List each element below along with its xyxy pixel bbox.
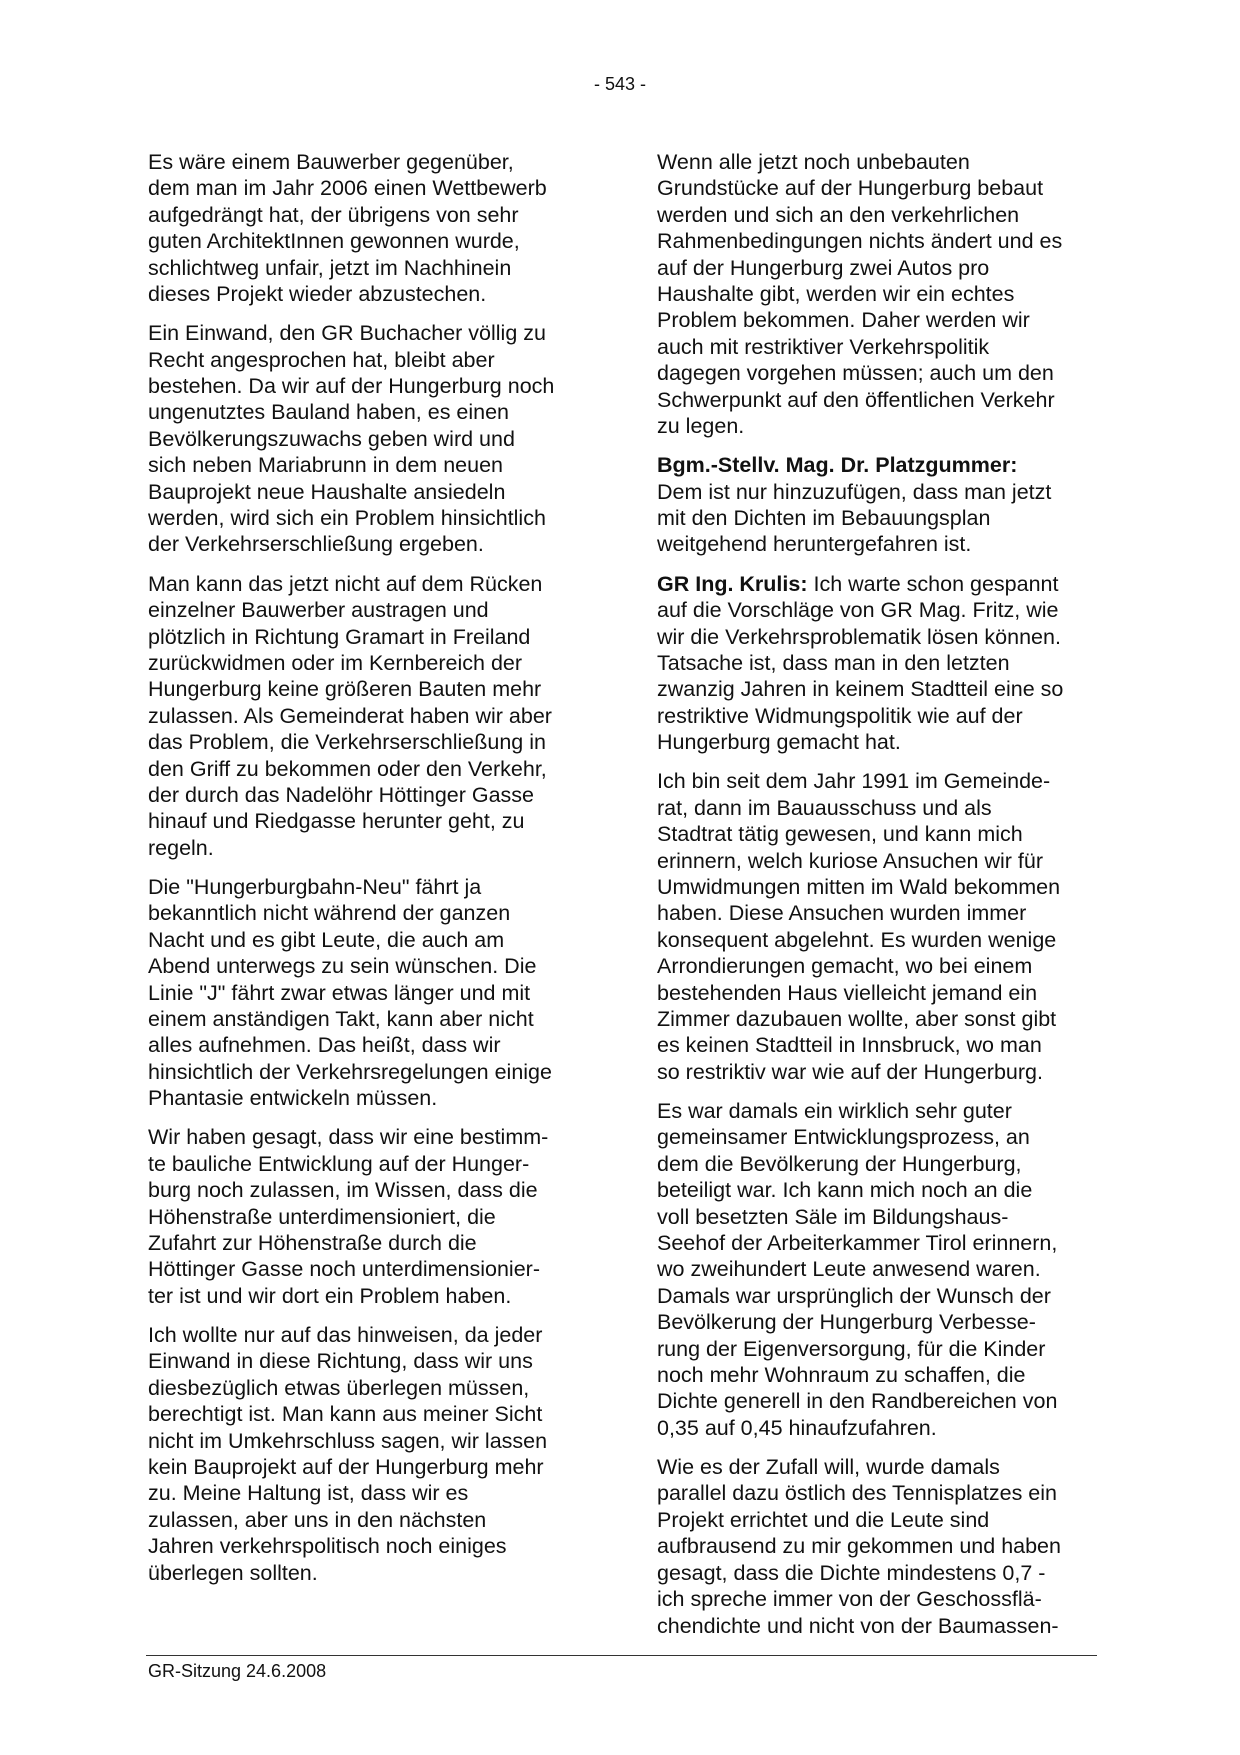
text-line: überlegen sollten. [148,1560,318,1585]
text-line: Es wäre einem Bauwerber gegenüber, [148,150,514,174]
text-line: der Verkehrserschließung ergeben. [148,532,484,557]
speaker-paragraph [657,571,1102,756]
text-line: guten ArchitektInnen gewonnen wurde, [148,229,520,254]
text-line: Zimmer dazubauen wollte, aber sonst gibt [657,1006,1057,1031]
text-line: Wenn alle jetzt noch unbebauten [657,150,970,174]
text-line: Linie "J" fährt zwar etwas länger und mit [148,980,531,1005]
text-line: wo zweihundert Leute anwesend waren. [657,1257,1041,1282]
text-line: mit den Dichten im Bebauungsplan [657,506,991,531]
paragraph [657,149,1102,439]
text-line: einzelner Bauwerber austragen und [148,598,489,623]
speaker-text [657,479,1102,558]
speaker-name: Bgm.-Stellv. Mag. Dr. Platzgummer: [657,453,1018,478]
text-line: Bevölkerung der Hungerburg Verbesse- [657,1310,1036,1335]
text-line: gesagt, dass die Dichte mindestens 0,7 - [657,1560,1046,1585]
text-line: Umwidmungen mitten im Wald bekommen [657,874,1061,899]
text-line: haben. Diese Ansuchen wurden immer [657,901,1027,926]
text-line: Ich bin seit dem Jahr 1991 im Gemeinde- [657,769,1051,794]
text-line: aufbrausend zu mir gekommen und haben [657,1534,1061,1559]
text-line: Tatsache ist, dass man in den letzten [657,650,1010,675]
text-line: hinauf und Riedgasse herunter geht, zu [148,809,525,834]
text-line: restriktive Widmungspolitik wie auf der [657,703,1023,728]
right-column [657,149,1102,1652]
text-line: Höhenstraße unterdimensioniert, die [148,1204,496,1229]
paragraph [148,874,593,1112]
text-line: Wir haben gesagt, dass wir eine bestimm- [148,1125,549,1150]
text-line: Abend unterwegs zu sein wünschen. Die [148,954,537,979]
text-line: so restriktiv war wie auf der Hungerburg. [657,1059,1043,1084]
text-line: wir die Verkehrsproblematik lösen können. [657,624,1061,649]
text-line: bestehenden Haus vielleicht jemand ein [657,980,1038,1005]
text-line: zu legen. [657,414,745,439]
text-line: kein Bauprojekt auf der Hungerburg mehr [148,1455,544,1480]
text-line: ich spreche immer von der Geschossflä- [657,1587,1042,1612]
text-line: Schwerpunkt auf den öffentlichen Verkehr [657,387,1055,412]
text-line: Haushalte gibt, werden wir ein echtes [657,282,1015,307]
paragraph [148,149,593,307]
text-line: konsequent abgelehnt. Es wurden wenige [657,927,1057,952]
text-line: gemeinsamer Entwicklungsprozess, an [657,1125,1030,1150]
text-line: chendichte und nicht von der Baumassen- [657,1613,1059,1638]
text-line: Phantasie entwickeln müssen. [148,1086,438,1111]
text-line: plötzlich in Richtung Gramart in Freiland [148,624,531,649]
text-line: ter ist und wir dort ein Problem haben. [148,1283,512,1308]
text-line: Zufahrt zur Höhenstraße durch die [148,1231,477,1256]
text-line: Ein Einwand, den GR Buchacher völlig zu [148,321,546,346]
text-line: Wie es der Zufall will, wurde damals [657,1455,1000,1480]
text-line: Einwand in diese Richtung, dass wir uns [148,1349,533,1374]
text-line: burg noch zulassen, im Wissen, dass die [148,1178,538,1203]
text-line: den Griff zu bekommen oder den Verkehr, [148,756,547,781]
text-line: parallel dazu östlich des Tennisplatzes ein [657,1481,1057,1506]
text-line: Es war damals ein wirklich sehr guter [657,1099,1012,1123]
paragraph [657,1454,1102,1639]
text-line: 0,35 auf 0,45 hinaufzufahren. [657,1415,937,1440]
paragraph [148,1322,593,1586]
text-line: nicht im Umkehrschluss sagen, wir lassen [148,1428,548,1453]
text-line: dem man im Jahr 2006 einen Wettbewerb [148,176,547,201]
text-line: werden und sich an den verkehrlichen [657,202,1020,227]
text-line: der durch das Nadelöhr Höttinger Gasse [148,782,535,807]
text-line: zulassen. Als Gemeinderat haben wir aber [148,703,552,728]
text-line: auf die Vorschläge von GR Mag. Fritz, wie [657,598,1059,623]
text-line: zu. Meine Haltung ist, dass wir es [148,1481,469,1506]
left-column [148,149,593,1599]
text-line: erinnern, welch kuriose Ansuchen wir für [657,848,1043,873]
speaker-text [657,597,1102,755]
paragraph [148,320,593,558]
text-line: Hungerburg keine größeren Bauten mehr [148,677,542,702]
text-line: ungenutztes Bauland haben, es einen [148,400,510,425]
text-line: Projekt errichtet und die Leute sind [657,1507,990,1532]
text-line: weitgehend heruntergefahren ist. [657,532,972,557]
speaker-text-start: Ich warte schon gespannt [807,571,1059,596]
text-line: es keinen Stadtteil in Innsbruck, wo man [657,1033,1042,1058]
paragraph [657,768,1102,1085]
text-line: sich neben Mariabrunn in dem neuen [148,453,503,478]
text-line: Seehof der Arbeiterkammer Tirol erinnern, [657,1231,1058,1256]
text-line: dem die Bevölkerung der Hungerburg, [657,1151,1022,1176]
text-line: te bauliche Entwicklung auf der Hunger- [148,1151,530,1176]
text-line: noch mehr Wohnraum zu schaffen, die [657,1363,1026,1388]
text-line: Damals war ursprünglich der Wunsch der [657,1283,1051,1308]
text-line: Die "Hungerburgbahn-Neu" fährt ja [148,874,482,899]
text-line: Recht angesprochen hat, bleibt aber [148,347,495,372]
text-line: auf der Hungerburg zwei Autos pro [657,255,990,280]
text-line: berechtigt ist. Man kann aus meiner Sicht [148,1402,543,1427]
text-line: bekanntlich nicht während der ganzen [148,901,511,926]
text-line: zurückwidmen oder im Kernbereich der [148,650,523,675]
text-line: Grundstücke auf der Hungerburg bebaut [657,176,1044,201]
text-line: rung der Eigenversorgung, für die Kinder [657,1336,1046,1361]
text-line: Ich wollte nur auf das hinweisen, da jeder [148,1323,543,1348]
text-line: voll besetzten Säle im Bildungshaus- [657,1204,1009,1229]
footer-divider [146,1655,1097,1656]
text-line: das Problem, die Verkehrserschließung in [148,730,546,755]
text-line: diesbezüglich etwas überlegen müssen, [148,1375,530,1400]
text-line: Jahren verkehrspolitisch noch einiges [148,1534,507,1559]
text-line: Dem ist nur hinzuzufügen, dass man jetzt [657,479,1052,504]
text-line: schlichtweg unfair, jetzt im Nachhinein [148,255,512,280]
text-line: rat, dann im Bauausschuss und als [657,795,992,820]
text-line: dieses Projekt wieder abzustechen. [148,282,487,307]
text-line: Dichte generell in den Randbereichen von [657,1389,1058,1414]
text-line: Höttinger Gasse noch unterdimensionier- [148,1257,540,1282]
footer-session-date: GR-Sitzung 24.6.2008 [148,1661,327,1681]
paragraph [148,571,593,861]
paragraph [148,1124,593,1309]
text-line: regeln. [148,835,214,860]
text-line: Rahmenbedingungen nichts ändert und es [657,229,1063,254]
text-line: hinsichtlich der Verkehrsregelungen einige [148,1059,552,1084]
text-line: Hungerburg gemacht hat. [657,730,901,755]
text-line: auch mit restriktiver Verkehrspolitik [657,334,990,359]
speaker-name: GR Ing. Krulis: [657,571,808,596]
page-number: - 543 - [593,74,647,94]
text-line: Problem bekommen. Daher werden wir [657,308,1030,333]
text-line: zulassen, aber uns in den nächsten [148,1507,487,1532]
text-line: Man kann das jetzt nicht auf dem Rücken [148,571,543,596]
text-line: Bauprojekt neue Haushalte ansiedeln [148,479,506,504]
text-line: dagegen vorgehen müssen; auch um den [657,361,1054,386]
text-line: bestehen. Da wir auf der Hungerburg noch [148,374,555,399]
text-line: einem anständigen Takt, kann aber nicht [148,1006,534,1031]
text-line: Stadtrat tätig gewesen, und kann mich [657,822,1023,847]
speaker-paragraph [657,452,1102,558]
paragraph [657,1098,1102,1441]
text-line: beteiligt war. Ich kann mich noch an die [657,1178,1033,1203]
text-line: Arrondierungen gemacht, wo bei einem [657,954,1033,979]
text-line: Bevölkerungszuwachs geben wird und [148,426,515,451]
text-line: alles aufnehmen. Das heißt, dass wir [148,1033,501,1058]
text-line: zwanzig Jahren in keinem Stadtteil eine so [657,677,1064,702]
text-line: werden, wird sich ein Problem hinsichtlich [148,506,546,531]
text-line: aufgedrängt hat, der übrigens von sehr [148,202,519,227]
text-line: Nacht und es gibt Leute, die auch am [148,927,505,952]
